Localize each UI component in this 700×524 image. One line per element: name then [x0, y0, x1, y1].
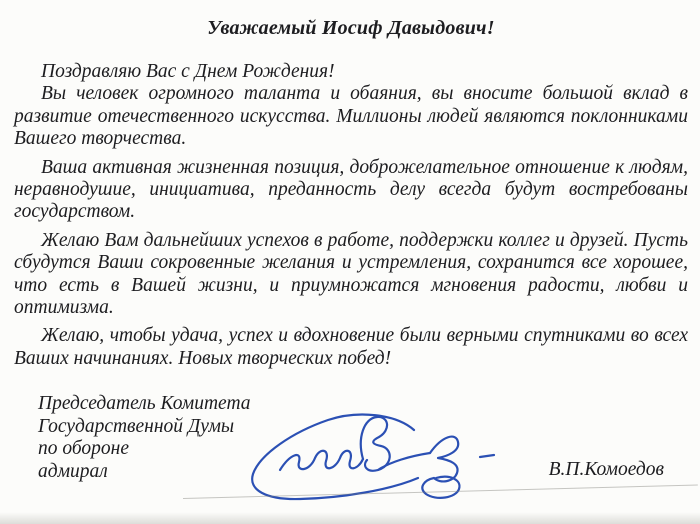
letter-line: Ваша активная жизненная позиция, доброжелательное отношение к людям,: [41, 156, 688, 178]
salutation-heading: Уважаемый Иосиф Давыдович!: [207, 17, 495, 39]
letter-line: развитие отечественного искусства. Миллионы людей являются поклонниками: [14, 105, 688, 127]
letter-line: Ваших начинаниях. Новых творческих побед!: [14, 347, 392, 369]
letter-line: сбудутся Ваши сокровенные желания и устремления, сохранится все хорошее,: [14, 252, 688, 274]
paragraph-greeting: [14, 61, 688, 83]
signer-title-line: Государственной Думы: [38, 415, 235, 437]
letter-line: Вашего творчества.: [14, 128, 187, 150]
paragraph-wishes: [14, 230, 688, 320]
letter-line: оптимизма.: [14, 297, 114, 319]
letter-line: неравнодушие, инициатива, преданность делу всегда будут востребованы: [14, 179, 688, 201]
signer-title-line: по обороне: [38, 438, 129, 460]
letter-line: Поздравляю Вас с Днем Рождения!: [41, 61, 335, 82]
paragraph-talent: [14, 83, 688, 150]
letter-line: что есть в Вашей жизни, и приумножатся мгновения радости, любви и: [14, 274, 688, 296]
letter-line: Желаю, чтобы удача, успех и вдохновение были верными спутниками во всех: [41, 325, 688, 347]
handwritten-signature: [238, 398, 500, 516]
signature-ink-icon: [238, 398, 500, 516]
letter-line: Желаю Вам дальнейших успехов в работе, поддержки коллег и друзей. Пусть: [41, 229, 688, 251]
signer-title-line: адмирал: [38, 460, 108, 482]
signer-name: В.П.Комоедов: [548, 459, 664, 480]
paragraph-luck: [14, 325, 688, 370]
signer-title-line: Председатель Комитета: [38, 393, 251, 415]
scan-edge-shadow: [0, 512, 700, 524]
letter-line: государством.: [14, 201, 136, 223]
letter-line: Вы человек огромного таланта и обаяния, вы вносите большой вклад в: [41, 83, 688, 105]
paragraph-position: [14, 157, 688, 224]
